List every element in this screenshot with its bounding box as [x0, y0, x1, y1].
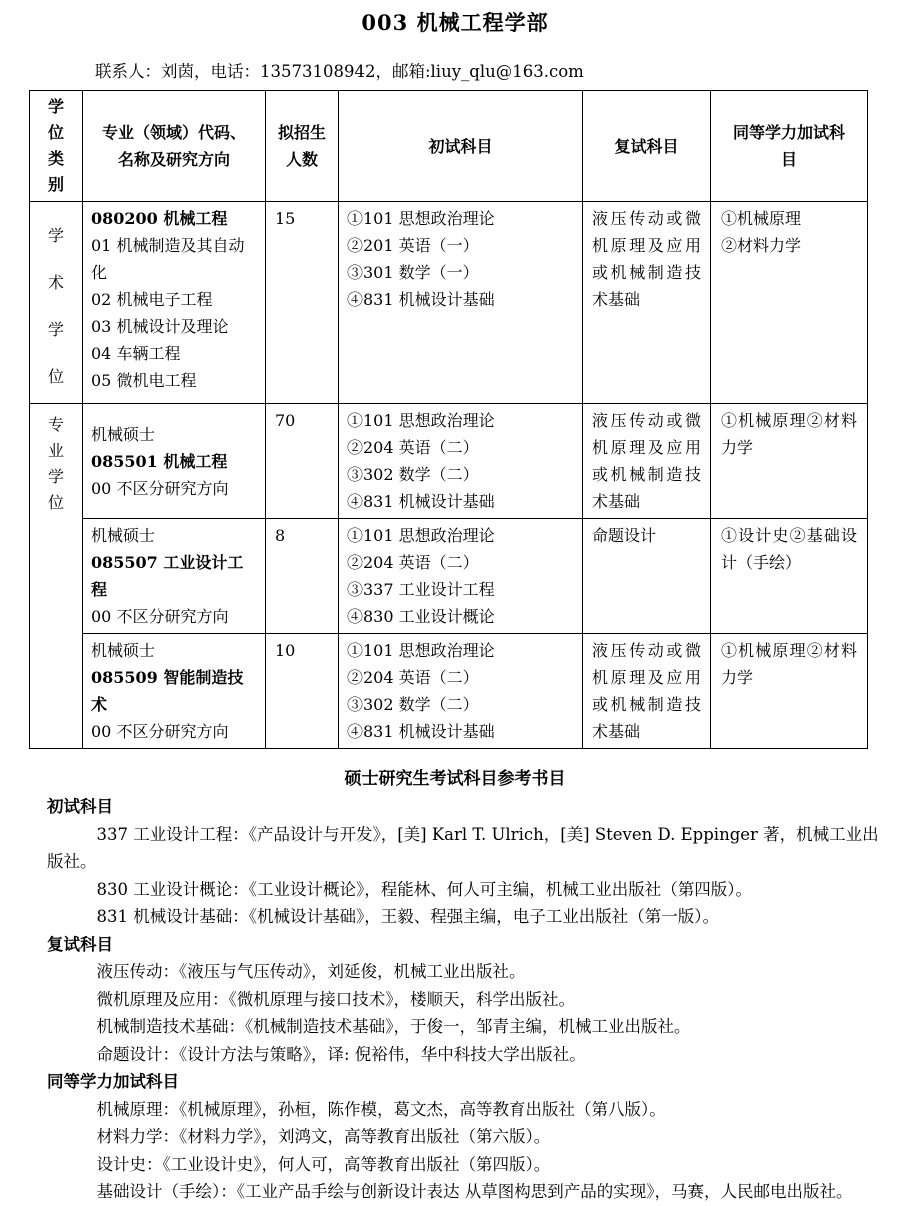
enrollment-cell: 15: [266, 202, 339, 404]
retest-cell: 液压传动或微机原理及应用或机械制造技术基础: [583, 404, 711, 519]
degree-type-academic-label: 学术学位: [48, 226, 65, 386]
master-type: 机械硕士: [91, 641, 156, 660]
header-enrollment-label: 拟招生人数: [277, 123, 326, 169]
major-cell: [83, 202, 266, 404]
exam-subject: ②204 英语（二）: [347, 668, 479, 687]
section-heading-initial: 初试科目: [47, 797, 113, 816]
additional-subject: ②材料力学: [721, 236, 802, 255]
exam-subject: ③301 数学（一）: [347, 263, 479, 282]
header-retest: 复试科目: [583, 91, 711, 202]
table-header-row: [30, 91, 868, 202]
table-row-professional-085501: [30, 404, 868, 519]
initial-exam-cell: [339, 202, 583, 404]
research-direction: 03 机械设计及理论: [91, 317, 229, 336]
references-title: 硕士研究生考试科目参考书目: [344, 769, 566, 789]
research-direction: 00 不区分研究方向: [91, 722, 229, 741]
exam-subject: ④831 机械设计基础: [347, 492, 495, 511]
exam-subject: ④831 机械设计基础: [347, 722, 495, 741]
reference-item: 830 工业设计概论：《工业设计概论》，程能林、何人可主编，机械工业出版社（第四版）。: [96, 879, 752, 899]
degree-type-cell-academic: [30, 202, 83, 404]
header-major: [83, 91, 266, 202]
major-code-name: 085501 机械工程: [91, 451, 228, 471]
table-row-professional-085509: [30, 634, 868, 749]
references-section: [47, 793, 885, 1206]
research-direction: 05 微机电工程: [91, 371, 197, 390]
major-code-name: 085509 智能制造技术: [91, 668, 244, 714]
reference-item: 材料力学：《材料力学》，刘鸿文，高等教育出版社（第六版）。: [96, 1127, 551, 1146]
additional-exam-cell: [711, 404, 868, 519]
page-title: 003 机械工程学部: [361, 10, 549, 35]
reference-item: 831 机械设计基础：《机械设计基础》，王毅、程强主编，电子工业出版社（第一版）。: [96, 907, 719, 926]
research-direction: 02 机械电子工程: [91, 290, 213, 309]
degree-type-cell-professional: [30, 404, 83, 749]
research-direction: 04 车辆工程: [91, 344, 181, 363]
header-initial-exam: 初试科目: [339, 91, 583, 202]
initial-exam-cell: [339, 519, 583, 634]
reference-item: 微机原理及应用：《微机原理与接口技术》，楼顺天，科学出版社。: [96, 989, 575, 1009]
contact-line: 联系人：刘茵，电话：13573108942，邮箱:liuy_qlu@163.com: [95, 62, 584, 81]
reference-item: 设计史：《工业设计史》，何人可，高等教育出版社（第四版）。: [96, 1154, 551, 1174]
reference-item: 基础设计（手绘）：《工业产品手绘与创新设计表达 从草图构思到产品的实现》，马赛，人民邮电出版社。: [96, 1182, 853, 1201]
exam-subject: ①101 思想政治理论: [347, 411, 495, 430]
major-cell: [83, 404, 266, 519]
header-degree-type-label: 学位类别: [48, 97, 65, 194]
additional-subject: ①机械原理②材料力学: [721, 411, 857, 457]
retest-cell: 液压传动或微机原理及应用或机械制造技术基础: [583, 202, 711, 404]
table-row-professional-085507: [30, 519, 868, 634]
additional-subject: ①设计史②基础设计（手绘）: [721, 526, 857, 572]
additional-subject: ①机械原理②材料力学: [721, 641, 857, 687]
additional-exam-cell: [711, 634, 868, 749]
initial-exam-cell: [339, 404, 583, 519]
section-heading-retest: 复试科目: [47, 934, 113, 954]
exam-subject: ②204 英语（二）: [347, 553, 479, 572]
enrollment-cell: 8: [266, 519, 339, 634]
research-direction: 01 机械制造及其自动化: [91, 236, 245, 282]
major-cell: [83, 519, 266, 634]
exam-subject: ③302 数学（二）: [347, 695, 479, 714]
exam-subject: ①101 思想政治理论: [347, 526, 495, 545]
retest-cell: 液压传动或微机原理及应用或机械制造技术基础: [583, 634, 711, 749]
reference-item: 337 工业设计工程：《产品设计与开发》，[美] Karl T. Ulrich，[美] Steven D. Eppinger 著，机械工业出版社。: [47, 824, 879, 871]
exam-subject: ①101 思想政治理论: [347, 209, 495, 228]
exam-subject: ②201 英语（一）: [347, 236, 479, 255]
additional-exam-cell: [711, 519, 868, 634]
header-additional-label: 同等学力加试科目: [732, 123, 845, 169]
master-type: 机械硕士: [91, 424, 156, 444]
header-enrollment: [266, 91, 339, 202]
admissions-table: [29, 90, 868, 749]
section-heading-additional: 同等学力加试科目: [47, 1072, 179, 1091]
header-degree-type: [30, 91, 83, 202]
additional-subject: ①机械原理: [721, 209, 802, 228]
enrollment-cell: 10: [266, 634, 339, 749]
major-code-name: 085507 工业设计工程: [91, 553, 244, 599]
reference-item: 液压传动：《液压与气压传动》，刘延俊，机械工业出版社。: [96, 962, 526, 981]
document-page: [0, 7, 910, 1206]
major-code-name: 080200 机械工程: [91, 209, 228, 228]
header-major-label: 专业（领域）代码、名称及研究方向: [102, 123, 247, 169]
exam-subject: ①101 思想政治理论: [347, 641, 495, 660]
research-direction: 00 不区分研究方向: [91, 478, 229, 498]
enrollment-cell: 70: [266, 404, 339, 519]
reference-item: 机械原理：《机械原理》，孙桓，陈作模，葛文杰，高等教育出版社（第八版）。: [96, 1099, 666, 1119]
major-cell: [83, 634, 266, 749]
exam-subject: ④830 工业设计概论: [347, 607, 495, 626]
exam-subject: ③337 工业设计工程: [347, 580, 495, 599]
master-type: 机械硕士: [91, 526, 156, 545]
initial-exam-cell: [339, 634, 583, 749]
reference-item: 机械制造技术基础：《机械制造技术基础》，于俊一，邹青主编，机械工业出版社。: [96, 1017, 691, 1036]
research-direction: 00 不区分研究方向: [91, 607, 229, 626]
additional-exam-cell: [711, 202, 868, 404]
table-row-academic-080200: [30, 202, 868, 404]
exam-subject: ③302 数学（二）: [347, 465, 479, 484]
reference-item: 命题设计：《设计方法与策略》，译: 倪裕伟，华中科技大学出版社。: [96, 1044, 586, 1064]
header-additional: [711, 91, 868, 202]
retest-cell: 命题设计: [583, 519, 711, 634]
degree-type-professional-label: 专业学位: [48, 415, 65, 512]
exam-subject: ④831 机械设计基础: [347, 290, 495, 309]
exam-subject: ②204 英语（二）: [347, 438, 479, 457]
